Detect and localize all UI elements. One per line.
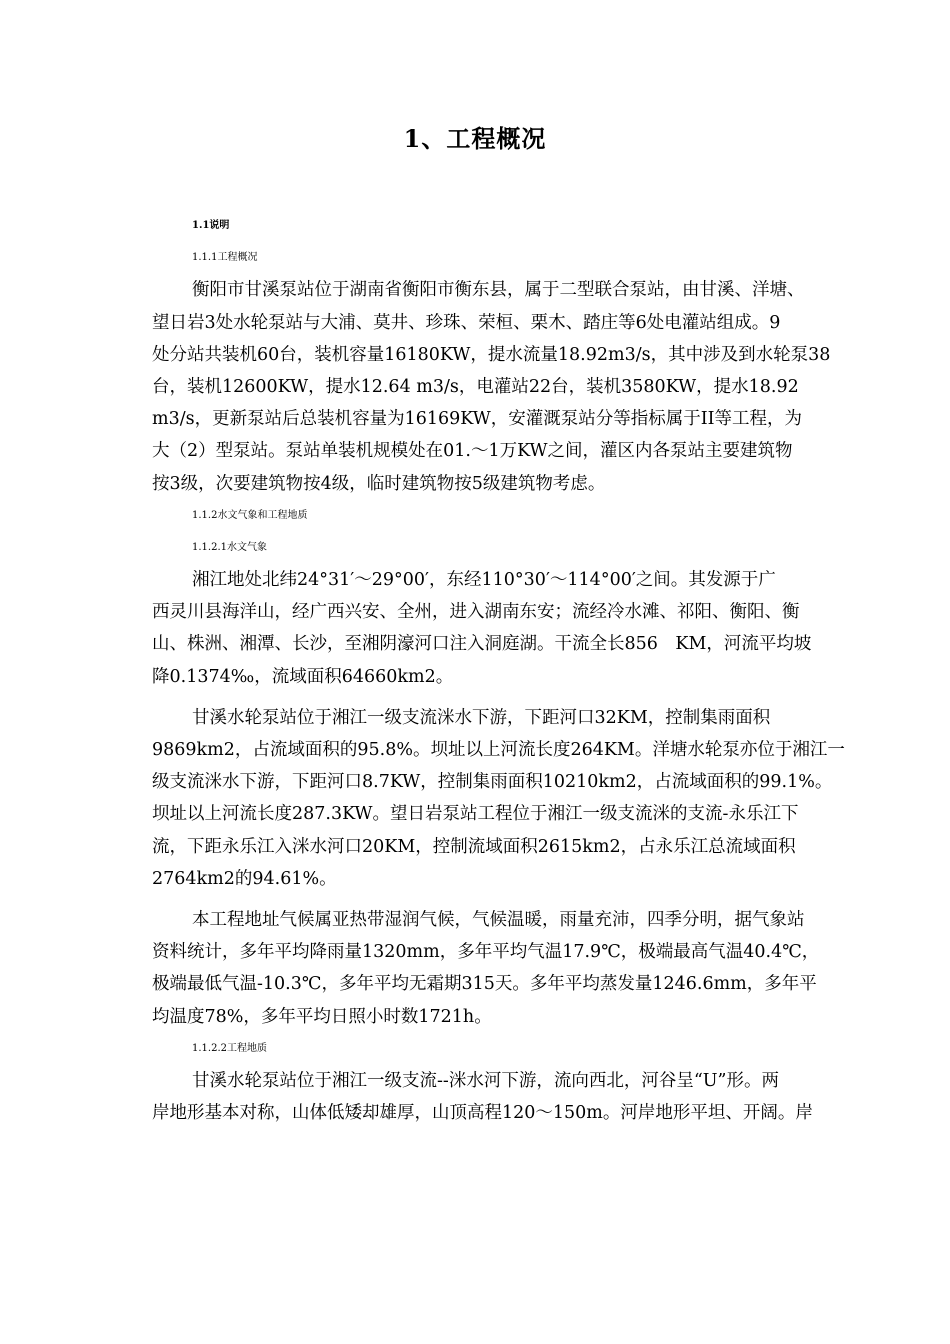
paragraph-line: 岸地形基本对称，山体低矮却雄厚，山顶高程120～150m。河岸地形平坦、开阔。岸 xyxy=(152,1103,813,1124)
paragraph-line: 甘溪水轮泵站位于湘江一级支流洣水下游，下距河口32KM，控制集雨面积 xyxy=(192,707,771,728)
paragraph-line: 甘溪水轮泵站位于湘江一级支流--洣水河下游，流向西北，河谷呈“U”形。两 xyxy=(192,1070,779,1091)
paragraph-line: 坝址以上河流长度287.3KW。望日岩泵站工程位于湘江一级支流洣的支流-永乐江下 xyxy=(152,804,799,825)
section-heading-1-1-2-1: 1.1.2.1水文气象 xyxy=(192,541,267,553)
paragraph-line: m3/s，更新泵站后总装机容量为16169KW，安灌溉泵站分等指标属于II等工程，为 xyxy=(152,409,803,430)
paragraph-line: 极端最低气温-10.3℃，多年平均无霜期315天。多年平均蒸发量1246.6mm，多年平 xyxy=(152,974,817,995)
paragraph-line: 均温度78%，多年平均日照小时数1721h。 xyxy=(152,1006,492,1027)
paragraph-line: 9869km2，占流域面积的95.8%。坝址以上河流长度264KM。洋塘水轮泵亦位于湘江一 xyxy=(152,740,845,760)
section-heading-1-1: 1.1说明 xyxy=(192,220,230,231)
paragraph-line: 西灵川县海洋山，经广西兴安、全州，进入湖南东安；流经冷水滩、祁阳、衡阳、衡 xyxy=(152,602,800,623)
paragraph-line: 2764km2的94.61%。 xyxy=(152,868,337,889)
section-heading-1-1-1: 1.1.1工程概况 xyxy=(192,252,258,264)
paragraph-line: 流，下距永乐江入洣水河口20KM，控制流域面积2615km2，占永乐江总流域面积 xyxy=(152,836,796,857)
paragraph-line: 湘江地处北纬24°31′～29°00′，东经110°30′～114°00′之间。其发源于广 xyxy=(192,570,776,591)
document-body xyxy=(152,210,864,1129)
paragraph-line: 处分站共装机60台，装机容量16180KW，提水流量18.92m3/s，其中涉及到水轮泵38 xyxy=(152,344,831,365)
paragraph-line: 大（2）型泵站。泵站单装机规模处在01.～1万KW之间，灌区内各泵站主要建筑物 xyxy=(152,441,793,462)
paragraph-line: 按3级，次要建筑物按4级，临时建筑物按5级建筑物考虑。 xyxy=(152,473,606,494)
page-title: 1、工程概况 xyxy=(403,124,547,153)
paragraph-gap xyxy=(152,895,864,904)
paragraph-gap xyxy=(152,693,864,702)
paragraph-line: 级支流洣水下游，下距河口8.7KW，控制集雨面积10210km2，占流域面积的99.1%。 xyxy=(152,772,833,793)
paragraph-line: 山、株洲、湘潭、长沙，至湘阴濠河口注入洞庭湖。干流全长856 KM，河流平均坡 xyxy=(152,634,812,655)
paragraph-geology xyxy=(152,1065,864,1129)
paragraph-river xyxy=(152,564,864,693)
paragraph-line: 台，装机12600KW，提水12.64 m3/s，电灌站22台，装机3580KW，提水18.92 xyxy=(152,376,799,397)
paragraph-climate xyxy=(152,904,864,1033)
paragraph-overview xyxy=(152,274,864,499)
paragraph-line: 本工程地址气候属亚热带湿润气候，气候温暖，雨量充沛，四季分明，据气象站 xyxy=(192,909,805,930)
paragraph-line: 望日岩3处水轮泵站与大浦、莫井、珍珠、荣桓、栗木、踏庄等6处电灌站组成。9 xyxy=(152,312,781,333)
paragraph-line: 降0.1374‰，流域面积64660km2。 xyxy=(152,666,454,687)
paragraph-line: 衡阳市甘溪泵站位于湖南省衡阳市衡东县，属于二型联合泵站，由甘溪、洋塘、 xyxy=(192,280,805,301)
section-heading-1-1-2: 1.1.2水文气象和工程地质 xyxy=(192,509,308,521)
section-heading-1-1-2-2: 1.1.2.2工程地质 xyxy=(192,1042,267,1054)
paragraph-stations xyxy=(152,702,864,895)
paragraph-line: 资料统计，多年平均降雨量1320mm，多年平均气温17.9℃，极端最高气温40.4℃， xyxy=(152,942,820,963)
